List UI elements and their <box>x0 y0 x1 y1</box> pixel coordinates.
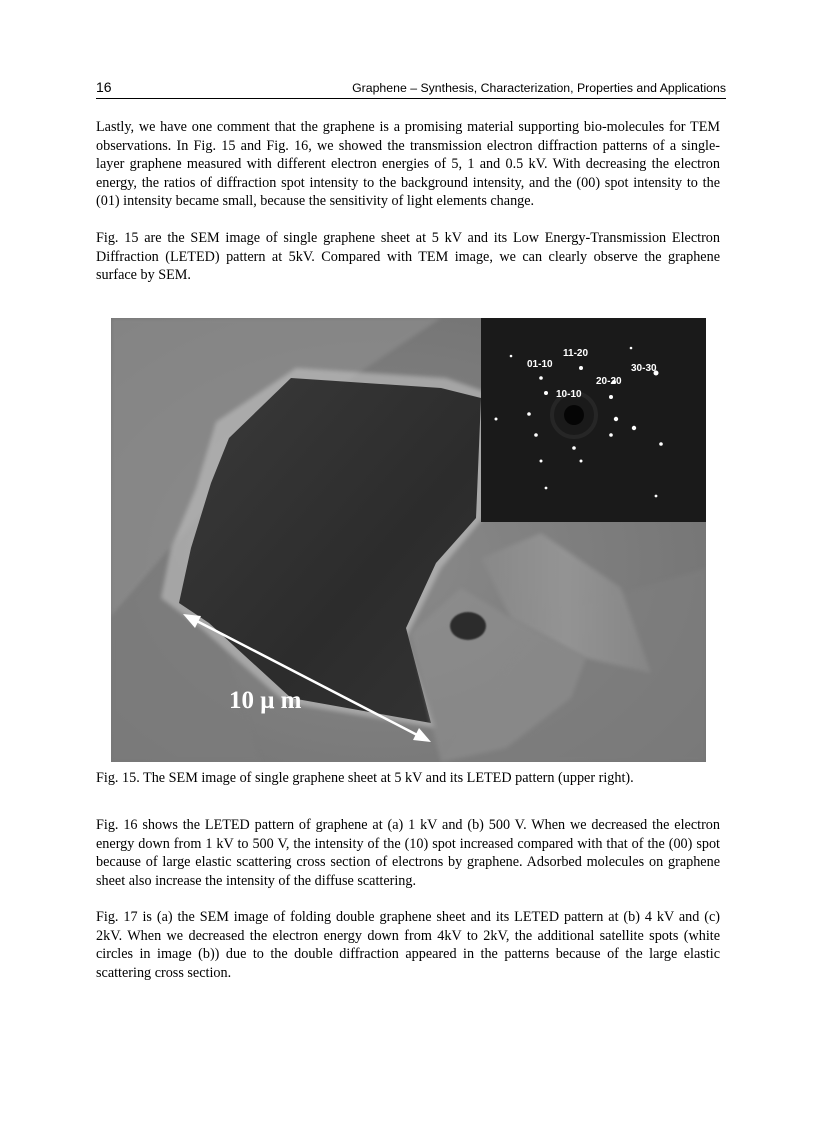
spot-label-10-10: 10-10 <box>556 389 582 400</box>
body-paragraph: Fig. 16 shows the LETED pattern of graphene at (a) 1 kV and (b) 500 V. When we decreased the electron energy down from 1 kV to 500 V, the intensity of the (10) spot increased compared with that of the (00) spot because of large elastic scattering cross section of electrons by graphene. Adsorbed molecules on graphene sheet also increase the intensity of the diffuse scattering. <box>96 817 720 889</box>
sem-figure <box>111 318 706 762</box>
body-paragraph: Fig. 15 are the SEM image of single graphene sheet at 5 kV and its Low Energy-Transmission Electron Diffraction (LETED) pattern at 5kV. Compared with TEM image, we can clearly observe the graphene surface by SEM. <box>96 230 720 284</box>
figure-caption: Fig. 15. The SEM image of single graphene sheet at 5 kV and its LETED pattern (upper right). <box>96 770 634 786</box>
page-number: 16 <box>96 79 112 95</box>
scale-bar-label: 10 μ m <box>229 687 302 714</box>
body-paragraph: Fig. 17 is (a) the SEM image of folding double graphene sheet and its LETED pattern at (b) 4 kV and (c) 2kV. When we decreased the electron energy down from 4kV to 2kV, the additional satellite spots (white circles in image (b)) due to the double diffraction appeared in the patterns because of the large elastic scattering cross section. <box>96 909 720 981</box>
spot-label-30-30: 30-30 <box>631 363 657 374</box>
spot-label-20-20: 20-20 <box>596 376 622 387</box>
sem-image <box>111 318 706 762</box>
leted-pattern-inset <box>481 318 706 522</box>
central-beam-stop <box>564 405 584 425</box>
book-title: Graphene – Synthesis, Characterization, Properties and Applications <box>352 81 726 95</box>
body-paragraph: Lastly, we have one comment that the graphene is a promising material supporting bio-molecules for TEM observations. In Fig. 15 and Fig. 16, we showed the transmission electron diffraction patterns of a single-layer graphene measured with different electron energies of 5, 1 and 0.5 kV. With decreasing the electron energy, the ratios of diffraction spot intensity to the background intensity, and the (00) spot intensity to the (01) intensity became small, because the sensitivity of light elements change. <box>96 119 720 210</box>
running-header <box>96 79 726 99</box>
spot-label-01-10: 01-10 <box>527 359 553 370</box>
spot-label-11-20: 11-20 <box>563 348 589 359</box>
